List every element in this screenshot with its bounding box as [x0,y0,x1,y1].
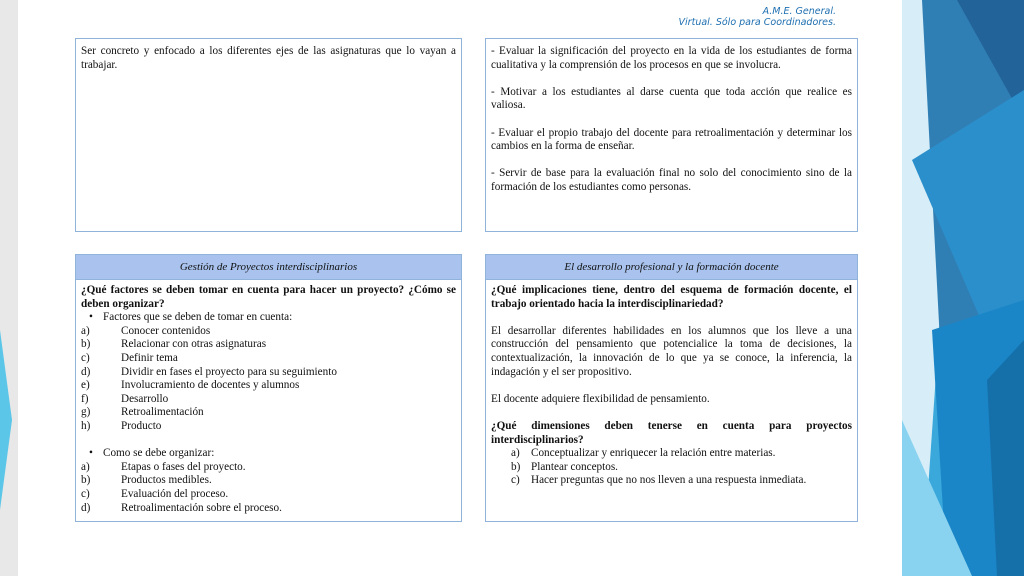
document-header [679,6,836,28]
list-item: h) Producto [81,419,162,432]
list-item: a) Etapas o fases del proyecto. [81,460,246,473]
section-title-gestion: Gestión de Proyectos interdisciplinarios [76,255,461,280]
list-item: b) Productos medibles. [81,474,212,487]
document-page [18,0,902,576]
top-left-cell [75,38,462,232]
objective-paragraph: - Evaluar el propio trabajo del docente para retroalimentación y determinar los cambios en la forma de enseñar. [491,126,852,153]
bullet-list [81,447,456,461]
bullet-list [81,311,456,325]
objective-paragraph: - Evaluar la significación del proyecto en la vida de los estudiantes de forma cualitativa y la comprensión de los procesos en que se involucra. [491,45,852,71]
bullet-item-organize: • Como se debe organizar: [103,447,456,461]
list-item: b) Plantear conceptos. [511,460,618,473]
organize-list [81,461,456,515]
list-item: c) Evaluación del proceso. [81,487,229,500]
right-decorative-panel [902,0,1024,576]
left-decor-triangle [0,330,12,510]
bottom-left-cell [75,254,462,522]
objective-paragraph: - Servir de base para la evaluación final no solo del conocimiento sino de la formación de los estudiantes como personas. [491,167,852,193]
top-right-cell [485,38,858,232]
bottom-left-body [76,280,461,519]
objective-paragraph: - Motivar a los estudiantes al darse cuenta que toda acción que realice es valiosa. [491,85,852,112]
list-item: e) Involucramiento de docentes y alumnos [81,379,300,392]
bullet-item-factors: • Factores que se deben de tomar en cuenta: [103,311,456,325]
header-line-1: A.M.E. General. [762,6,836,17]
bottom-right-body [486,280,857,492]
list-item: a) Conocer contenidos [81,324,211,337]
list-item: d) Dividir en fases el proyecto para su seguimiento [81,365,337,378]
question-heading: ¿Qué dimensiones deben tenerse en cuenta para proyectos interdisciplinarios? [491,419,852,446]
question-heading: ¿Qué factores se deben tomar en cuenta para hacer un proyecto? ¿Cómo se deben organizar? [81,284,456,310]
list-item: c) Definir tema [81,351,178,364]
bottom-right-cell [485,254,858,522]
section-title-desarrollo: El desarrollo profesional y la formación docente [486,255,857,280]
top-left-text: Ser concreto y enfocado a los diferentes ejes de las asignaturas que lo vayan a trabajar. [81,45,456,71]
dimensions-list [491,447,852,488]
factors-list [81,325,456,434]
list-item: f) Desarrollo [81,392,169,405]
decor-triangles-graphic [902,0,1024,576]
list-item: g) Retroalimentación [81,406,204,419]
list-item: d) Retroalimentación sobre el proceso. [81,501,282,514]
list-item: b) Relacionar con otras asignaturas [81,338,267,351]
list-item: c) Hacer preguntas que no nos lleven a una respuesta inmediata. [511,474,807,487]
top-right-text [486,39,857,201]
header-line-2: Virtual. Sólo para Coordinadores. [678,17,836,28]
question-heading: ¿Qué implicaciones tiene, dentro del esquema de formación docente, el trabajo orientado hacia la interdisciplinariedad? [491,284,852,310]
answer-paragraph: El desarrollar diferentes habilidades en los alumnos que los lleve a una construcción del pensamiento que potencialice la toma de decisiones, la contextualización, la innovación de lo que ya se conoce, la inferencia, la indagación y el ser propositivo. [491,324,852,378]
list-item: a) Conceptualizar y enriquecer la relación entre materias. [511,447,776,460]
answer-paragraph: El docente adquiere flexibilidad de pensamiento. [491,392,710,405]
